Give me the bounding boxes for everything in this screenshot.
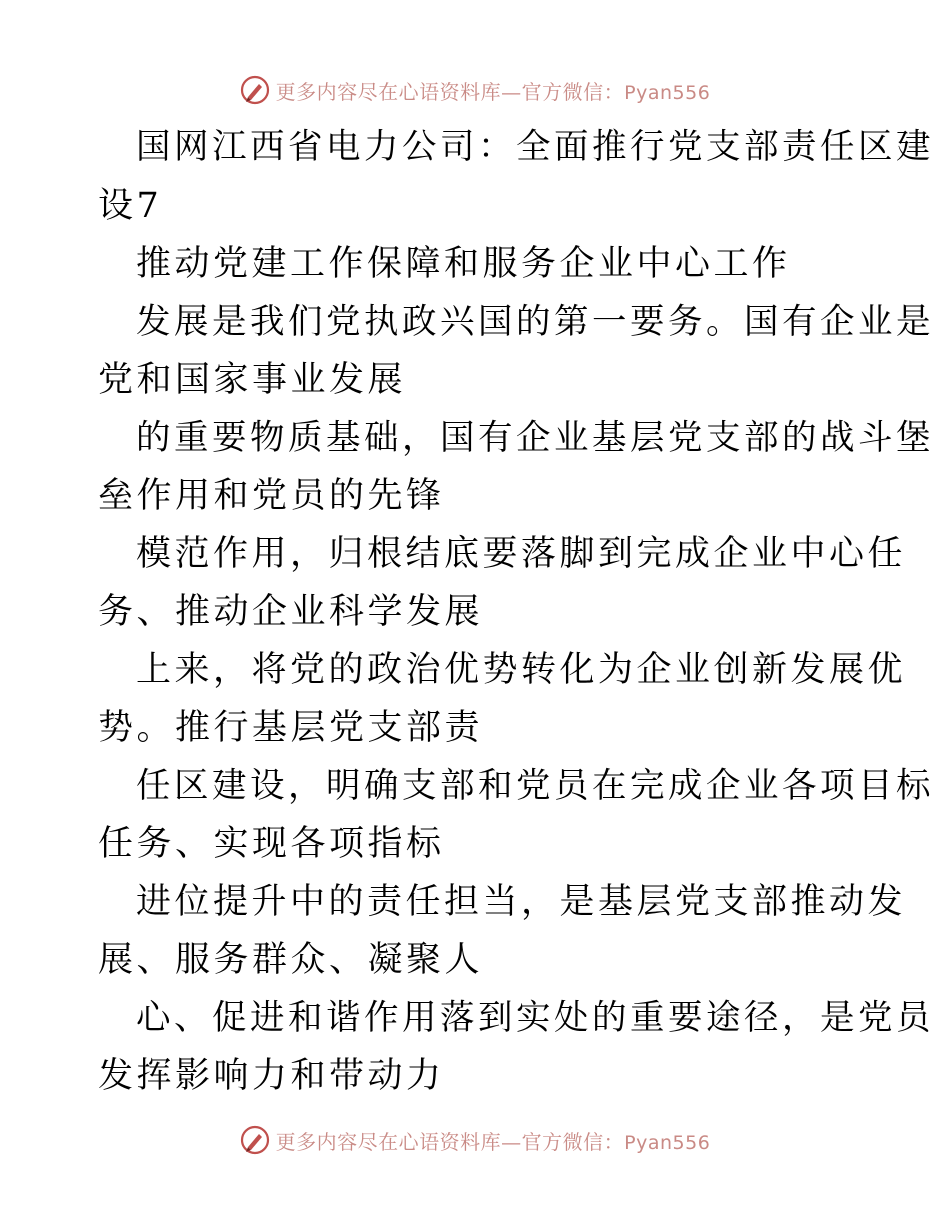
text-line: 发展是我们党执政兴国的第一要务。国有企业是	[136, 302, 934, 342]
watermark-text: 更多内容尽在心语资料库—官方微信：Pyan556	[275, 1129, 711, 1154]
red-pen-icon	[240, 1125, 270, 1155]
red-pen-icon	[240, 75, 270, 105]
text-line: 任区建设，明确支部和党员在完成企业各项目标	[136, 766, 934, 806]
text-line: 展、服务群众、凝聚人	[98, 940, 484, 980]
text-line: 设7	[98, 186, 163, 226]
text-line: 发挥影响力和带动力	[98, 1056, 445, 1096]
text-line: 党和国家事业发展	[98, 360, 407, 400]
text-line: 垒作用和党员的先锋	[98, 476, 445, 516]
text-line: 上来，将党的政治优势转化为企业创新发展优	[136, 650, 907, 690]
text-line: 模范作用，归根结底要落脚到完成企业中心任	[136, 534, 907, 574]
text-line: 推动党建工作保障和服务企业中心工作	[136, 244, 791, 284]
text-line: 的重要物质基础，国有企业基层党支部的战斗堡	[136, 418, 934, 458]
header-watermark	[0, 70, 950, 110]
text-line: 势。推行基层党支部责	[98, 708, 484, 748]
watermark-text: 更多内容尽在心语资料库—官方微信：Pyan556	[275, 79, 711, 104]
text-line: 任务、实现各项指标	[98, 824, 445, 864]
text-line: 务、推动企业科学发展	[98, 592, 484, 632]
text-line: 国网江西省电力公司：全面推行党支部责任区建	[136, 127, 934, 167]
text-line: 进位提升中的责任担当，是基层党支部推动发	[136, 882, 907, 922]
text-line: 心、促进和谐作用落到实处的重要途径，是党员	[136, 998, 934, 1038]
footer-watermark	[0, 1120, 950, 1160]
